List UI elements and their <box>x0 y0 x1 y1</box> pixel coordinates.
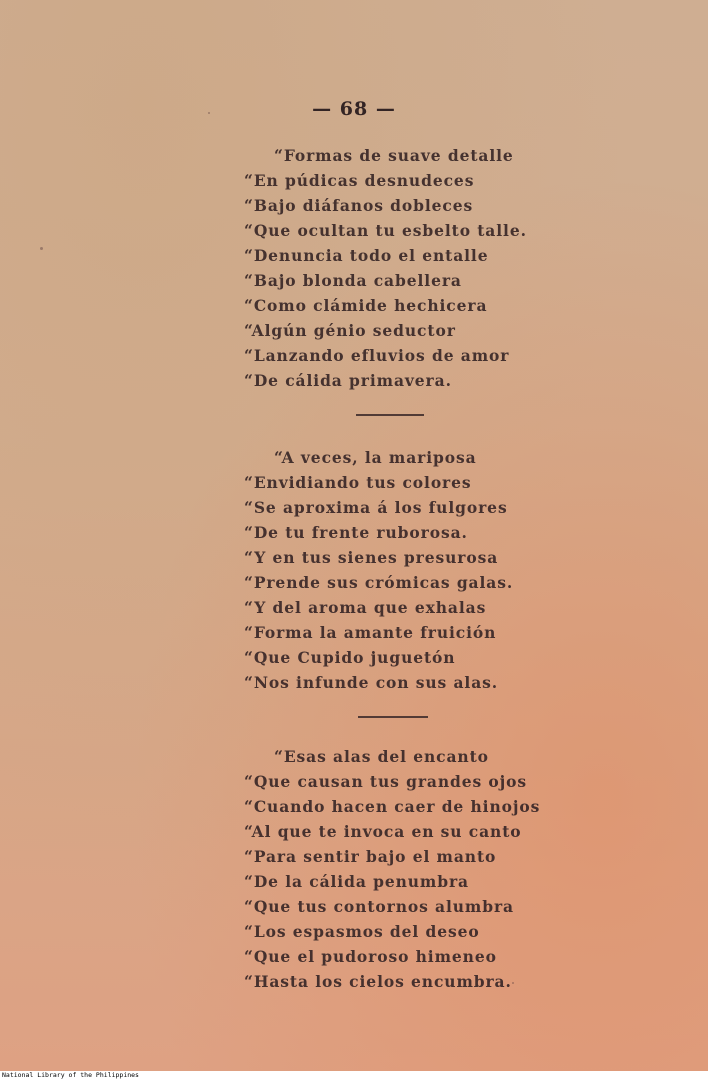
verse-line: “Bajo blonda cabellera <box>244 271 462 290</box>
verse-line: “Que causan tus grandes ojos <box>244 772 528 791</box>
verse-line: “Y del aroma que exhalas <box>244 598 487 617</box>
verse-line: “De tu frente ruborosa. <box>244 523 468 542</box>
stanza-1 <box>244 143 564 393</box>
verse-line: “En púdicas desnudeces <box>244 171 475 190</box>
verse-line: “Prende sus crómicas galas. <box>244 573 514 592</box>
verse-line: “De la cálida penumbra <box>244 872 469 891</box>
verse-line: “Como clámide hechicera <box>244 296 488 315</box>
verse-line: “Que Cupido juguetón <box>244 648 456 667</box>
verse-line: “Los espasmos del deseo <box>244 922 480 941</box>
verse-line: “Envidiando tus colores <box>244 473 472 492</box>
verse-line: “A veces, la mariposa <box>274 448 477 467</box>
paper-speck <box>208 112 210 114</box>
verse-line: “Cuando hacen caer de hinojos <box>244 797 541 816</box>
verse-line: “Hasta los cielos encumbra. <box>244 972 512 991</box>
paper-speck <box>40 247 43 250</box>
footer-credit: National Library of the Philippines <box>2 1071 139 1079</box>
verse-line: “De cálida primavera. <box>244 371 452 390</box>
verse-line: “Que el pudoroso himeneo <box>244 947 497 966</box>
verse-line: “Y en tus sienes presurosa <box>244 548 499 567</box>
verse-line: “Nos infunde con sus alas. <box>244 673 499 692</box>
verse-line: “Forma la amante fruición <box>244 623 497 642</box>
verse-line: “Al que te invoca en su canto <box>244 822 522 841</box>
verse-line: “Bajo diáfanos dobleces <box>244 196 474 215</box>
stanza-2 <box>244 445 564 695</box>
verse-line: “Que tus contornos alumbra <box>244 897 514 916</box>
verse-line: “Denuncia todo el entalle <box>244 246 489 265</box>
verse-line: “Se aproxima á los fulgores <box>244 498 508 517</box>
paper-speck <box>512 982 514 984</box>
verse-line: “Algún génio seductor <box>244 321 456 340</box>
stanza-separator <box>358 716 428 718</box>
verse-line: “Lanzando efluvios de amor <box>244 346 510 365</box>
page-number: — 68 — <box>312 98 396 120</box>
verse-line: “Formas de suave detalle <box>274 146 514 165</box>
verse-line: “Para sentir bajo el manto <box>244 847 497 866</box>
stanza-separator <box>356 414 424 416</box>
verse-line: “Que ocultan tu esbelto talle. <box>244 221 527 240</box>
verse-line: “Esas alas del encanto <box>274 747 489 766</box>
stanza-3 <box>244 744 564 994</box>
